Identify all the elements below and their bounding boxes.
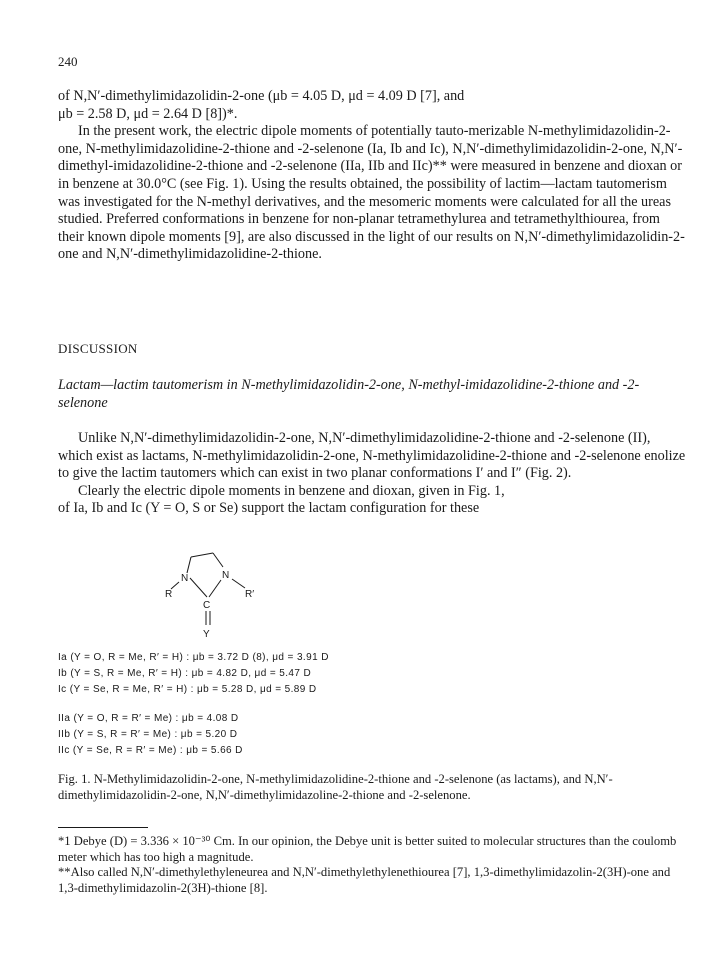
substituent-bond-r-prime [232, 579, 245, 588]
imidazolidinone-structure [165, 545, 275, 640]
footnotes [58, 834, 690, 896]
page-number: 240 [58, 54, 78, 69]
compound-IIb: IIb (Y = S, R = R′ = Me) : μb = 5.20 D [58, 729, 238, 740]
footnote-1: *1 Debye (D) = 3.336 × 10⁻³⁰ Cm. In our opinion, the Debye unit is better suited to molecular structures than the coulomb meter which has too high a magnitude. [58, 834, 677, 864]
section-subheading: Lactam—lactim tautomerism in N-methylimidazolidin-2-one, N-methyl-imidazolidine-2-thione and -2-selenone [58, 377, 640, 411]
discussion-paragraph-2-line-1: Clearly the electric dipole moments in benzene and dioxan, given in Fig. 1, [78, 482, 505, 499]
discussion-paragraph-2-line-2: of Ia, Ib and Ic (Y = O, S or Se) support the lactam configuration for these [58, 500, 480, 517]
ring-bond-top-left [191, 553, 213, 557]
intro-block [58, 88, 686, 264]
substituent-bond-r [171, 582, 179, 589]
compound-IIc: IIc (Y = Se, R = R′ = Me) : μb = 5.66 D [58, 745, 243, 756]
ring-bond-n-c-right [209, 580, 221, 597]
ring-bond-n-c-left [190, 578, 207, 597]
atom-y-label: Y [203, 629, 210, 640]
compound-Ia: Ia (Y = O, R = Me, R′ = H) : μb = 3.72 D (8), μd = 3.91 D [58, 652, 329, 663]
present-work-paragraph: In the present work, the electric dipole moments of potentially tauto-merizable N-methylimidazolidin-2-one, N-methylimidazolidine-2-thione and -2-selenone (Ia, Ib and Ic), N,N′-dimethylimidazolidin-2-one, N,N′-dimethyl-imidazolidine-2-thione and -2-selenone (IIa, IIb and IIc)** were measured in benzene and dioxan or in benzene at 30.0°C (see Fig. 1). Using the results obtained, the possibility of lactim—lactam tautomerism was investigated for the N-methyl derivatives, and the mesomeric moments were calculated for all the ureas studied. Preferred conformations in benzene for non-planar tetramethylurea and tetramethylthiourea, from their known dipole moments [9], are also discussed in the light of our results on N,N′-dimethylimidazolidin-2-one and N,N′-dimethylimidazolidine-2-thione. [58, 123, 685, 263]
ring-bond-left [187, 557, 191, 573]
atom-n2-label: N [222, 570, 230, 581]
compound-IIa: IIa (Y = O, R = R′ = Me) : μb = 4.08 D [58, 713, 239, 724]
compound-Ib: Ib (Y = S, R = Me, R′ = H) : μb = 4.82 D, μd = 5.47 D [58, 668, 312, 679]
intro-line-1: of N,N′-dimethylimidazolidin-2-one (μb = 4.05 D, μd = 4.09 D [7], and [58, 88, 465, 104]
compound-Ic: Ic (Y = Se, R = Me, R′ = H) : μb = 5.28 D, μd = 5.89 D [58, 684, 317, 695]
discussion-heading: DISCUSSION [58, 341, 138, 356]
footnote-2: **Also called N,N′-dimethylethyleneurea and N,N′-dimethylethylenethiourea [7], 1,3-dimethylimidazolin-2(3H)-one and 1,3-dimethylimidazolin-2(3H)-thione [8]. [58, 865, 671, 895]
footnote-rule [58, 827, 148, 828]
figure-1-caption: Fig. 1. N-Methylimidazolidin-2-one, N-methylimidazolidine-2-thione and -2-selenone (as lactams), and N,N′-dimethylimidazolidin-2-one, N,N′-dimethylimidazoline-2-thione and -2-selenone. [58, 772, 613, 802]
ring-bond-top-right [213, 553, 223, 567]
intro-line-2: μb = 2.58 D, μd = 2.64 D [8])*. [58, 105, 238, 122]
atom-n1-label: N [181, 573, 189, 584]
atom-c-label: C [203, 600, 211, 611]
atom-r-prime-label: R′ [245, 589, 255, 600]
discussion-block [58, 430, 686, 518]
discussion-paragraph-1: Unlike N,N′-dimethylimidazolidin-2-one, N,N′-dimethylimidazolidine-2-thione and -2-selenone (II), which exist as lactams, N-methylimidazolidin-2-one, N-methylimidazolidine-2-thione and -2-selenone enolize to give the lactim tautomers which can exist in two planar conformations I′ and I″ (Fig. 2). [58, 430, 686, 482]
compound-list [58, 650, 329, 759]
atom-r-label: R [165, 589, 173, 600]
